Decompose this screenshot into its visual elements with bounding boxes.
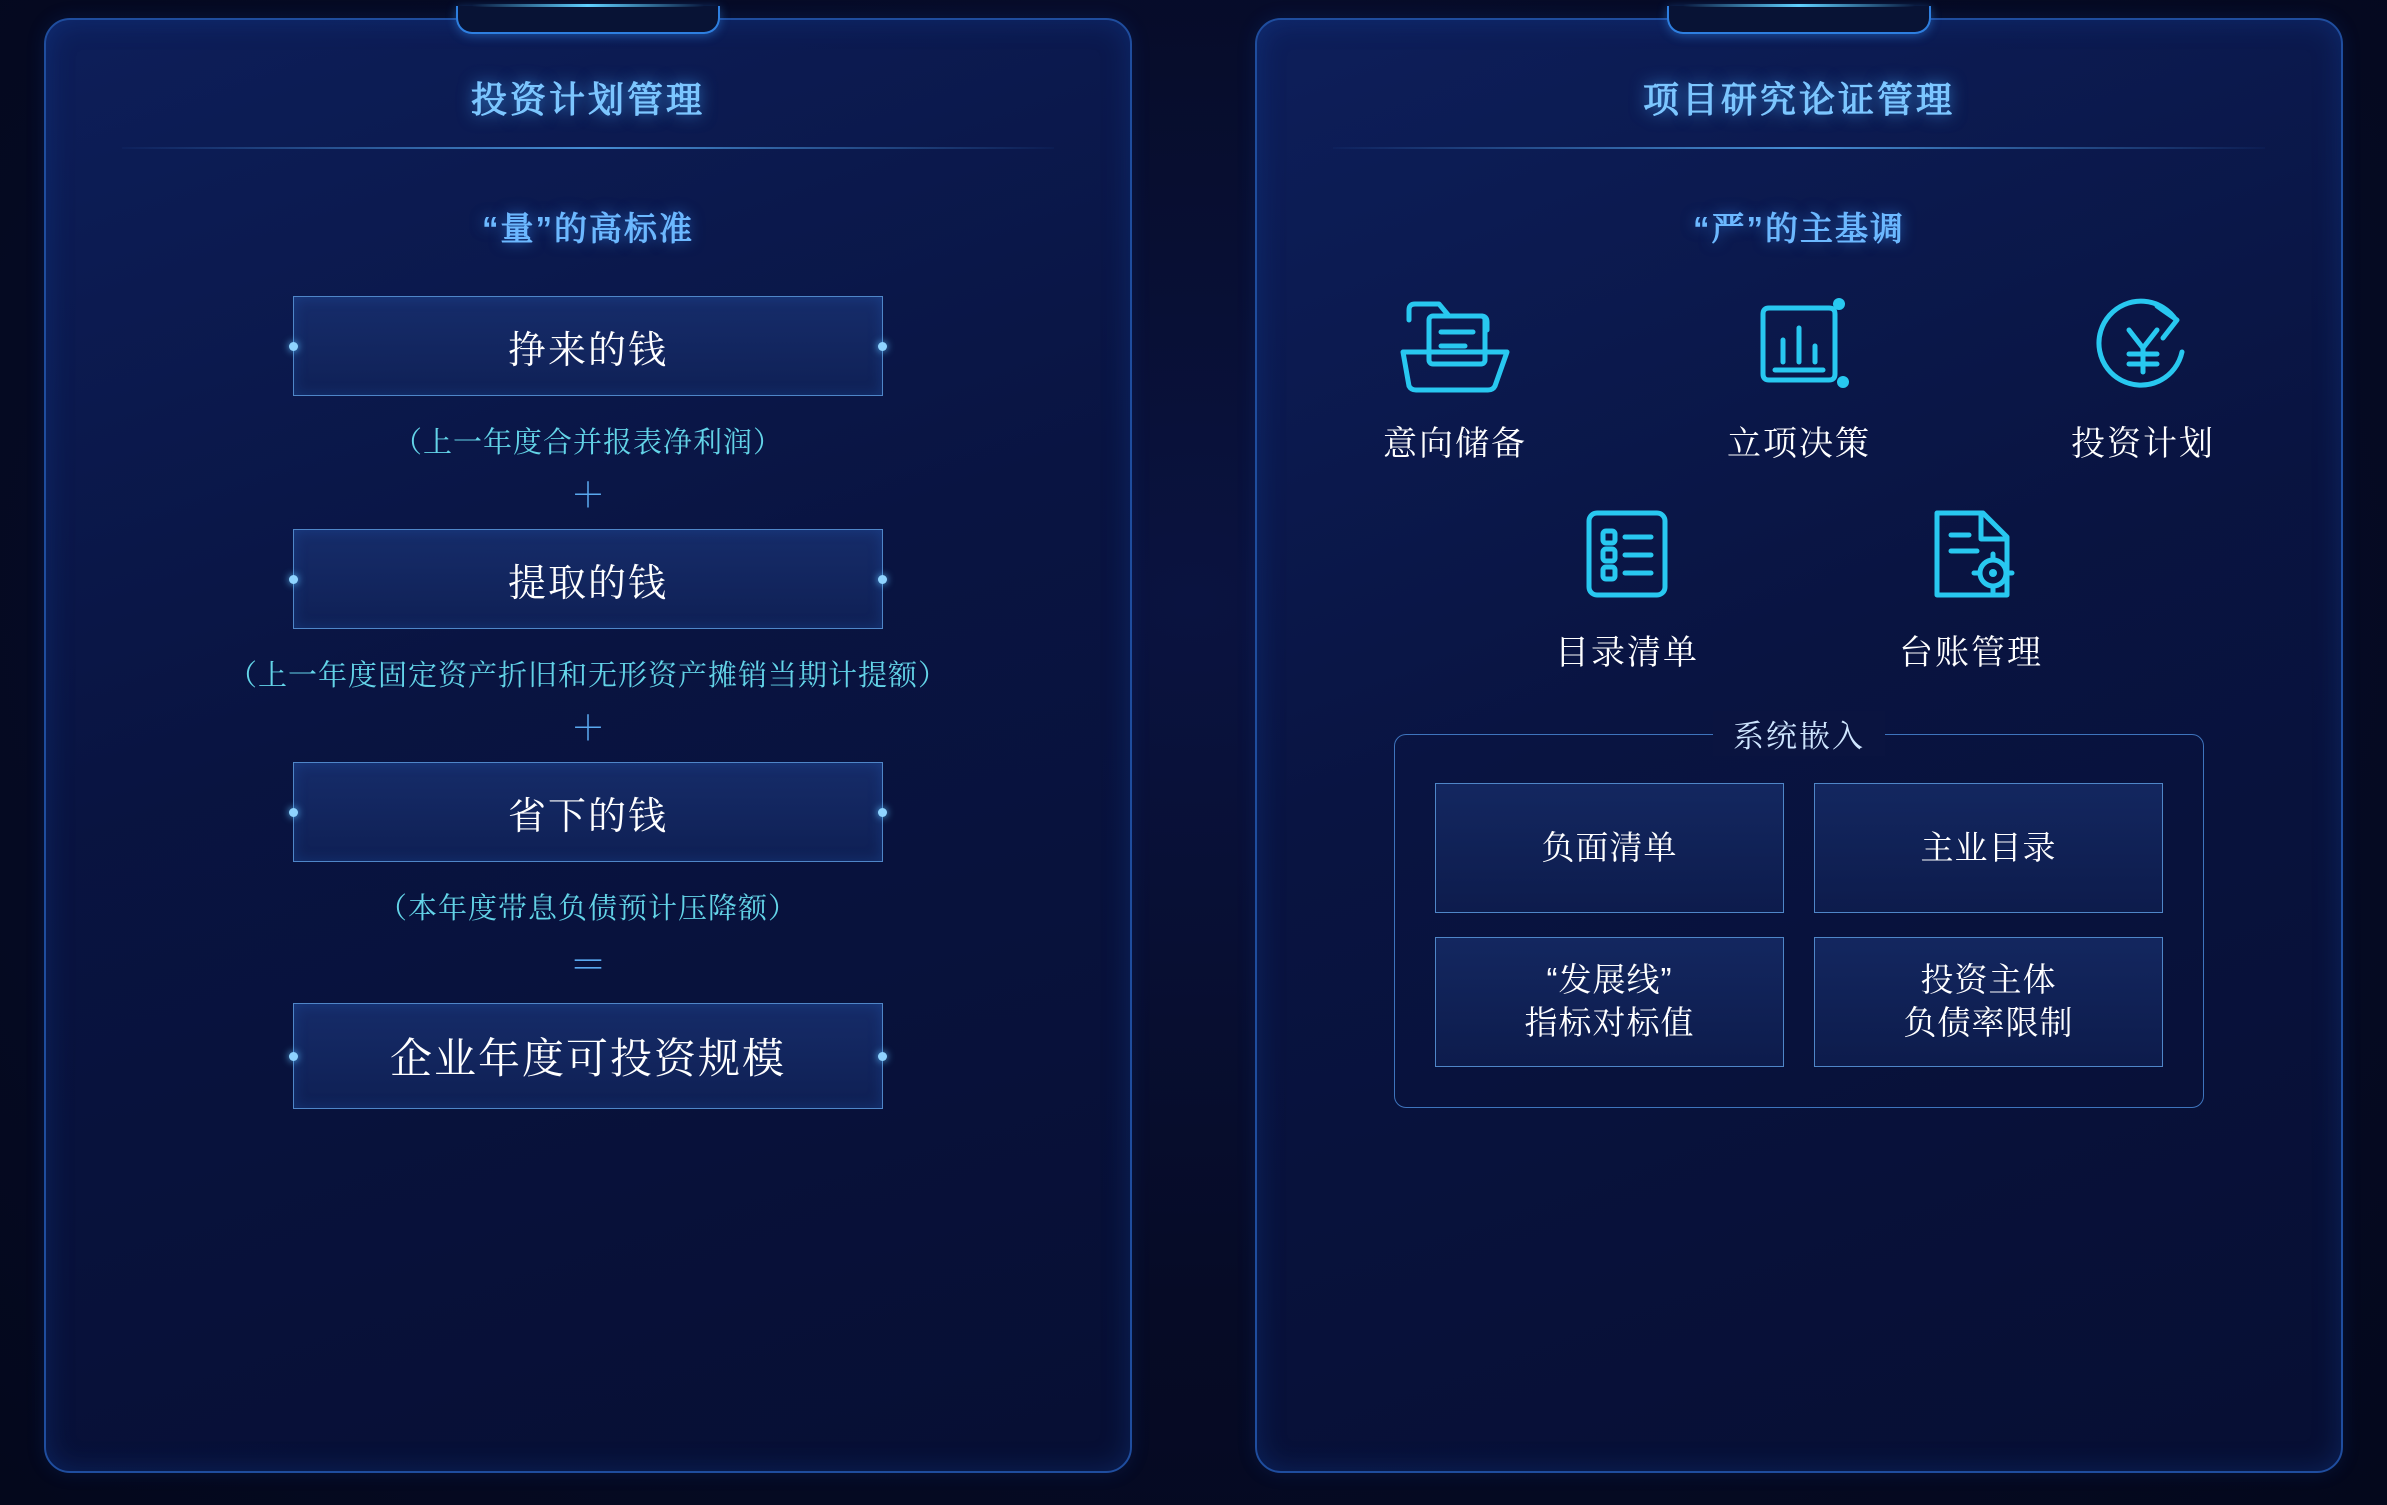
capability-label: 目录清单 bbox=[1555, 634, 1699, 673]
embed-item-line2: 指标对标值 bbox=[1524, 1004, 1695, 1042]
investment-formula-flow bbox=[46, 296, 1130, 1109]
system-embed-caption: 系统嵌入 bbox=[1713, 711, 1885, 756]
capability-label: 意向储备 bbox=[1383, 425, 1527, 464]
title-divider-left bbox=[122, 147, 1054, 149]
checklist-icon bbox=[1567, 499, 1687, 609]
flow-box-label: 挣来的钱 bbox=[507, 329, 668, 372]
title-divider-right bbox=[1333, 147, 2265, 149]
yuan-refresh-icon bbox=[2083, 290, 2203, 400]
embed-item-development-benchmark[interactable] bbox=[1435, 937, 1784, 1067]
flow-box-saved[interactable] bbox=[293, 762, 883, 862]
flow-box-result[interactable] bbox=[293, 1003, 883, 1109]
page-title-left: 投资计划管理 bbox=[470, 79, 705, 120]
operator-plus-1: ＋ bbox=[571, 477, 605, 516]
capability-label: 立项决策 bbox=[1727, 425, 1871, 464]
flow-note-extracted: （上一年度固定资产折旧和无形资产摊销当期计提额） bbox=[227, 660, 948, 693]
capability-icon-grid bbox=[1257, 290, 2341, 708]
embed-item-debt-ratio-limit[interactable] bbox=[1814, 937, 2163, 1067]
panel-investment-plan bbox=[44, 18, 1132, 1473]
embed-item-line1: “发展线” bbox=[1546, 961, 1673, 999]
panel-notch-right bbox=[1667, 6, 1931, 34]
flow-box-extracted[interactable] bbox=[293, 529, 883, 629]
embed-item-line2: 负债率限制 bbox=[1903, 1004, 2074, 1042]
capability-label: 投资计划 bbox=[2071, 425, 2215, 464]
panel-notch-left bbox=[456, 6, 720, 34]
embed-item-negative-list[interactable] bbox=[1435, 783, 1784, 913]
capability-label: 台账管理 bbox=[1899, 634, 2043, 673]
embed-item-line1: 投资主体 bbox=[1920, 961, 2057, 999]
flow-note-saved: （本年度带息负债预计压降额） bbox=[377, 893, 798, 926]
operator-equals: ＝ bbox=[568, 945, 607, 988]
flow-box-label: 省下的钱 bbox=[507, 795, 668, 838]
embed-item-line1: 负面清单 bbox=[1541, 828, 1678, 866]
panel-project-review bbox=[1255, 18, 2343, 1473]
embed-item-main-business-catalog[interactable] bbox=[1814, 783, 2163, 913]
subtitle-left: “量”的高标准 bbox=[482, 210, 694, 248]
capability-item-ledger-management[interactable] bbox=[1821, 499, 2121, 674]
page-title-right: 项目研究论证管理 bbox=[1642, 79, 1955, 120]
flow-note-earned: （上一年度合并报表净利润） bbox=[392, 427, 783, 460]
bar-chart-icon bbox=[1739, 290, 1859, 400]
capability-item-catalog-list[interactable] bbox=[1477, 499, 1777, 674]
subtitle-right: “严”的主基调 bbox=[1693, 210, 1905, 248]
flow-box-label: 企业年度可投资规模 bbox=[389, 1035, 786, 1083]
operator-plus-2: ＋ bbox=[571, 710, 605, 749]
capability-item-intent-reserve[interactable] bbox=[1305, 290, 1605, 465]
embed-item-line1: 主业目录 bbox=[1920, 828, 2057, 866]
system-embed-group bbox=[1394, 719, 2204, 1108]
capability-item-investment-plan[interactable] bbox=[1993, 290, 2293, 465]
flow-box-label: 提取的钱 bbox=[507, 562, 668, 605]
capability-item-project-decision[interactable] bbox=[1649, 290, 1949, 465]
document-gear-icon bbox=[1911, 499, 2031, 609]
folder-document-icon bbox=[1395, 290, 1515, 400]
system-embed-grid bbox=[1435, 783, 2163, 1067]
flow-box-earned[interactable] bbox=[293, 296, 883, 396]
